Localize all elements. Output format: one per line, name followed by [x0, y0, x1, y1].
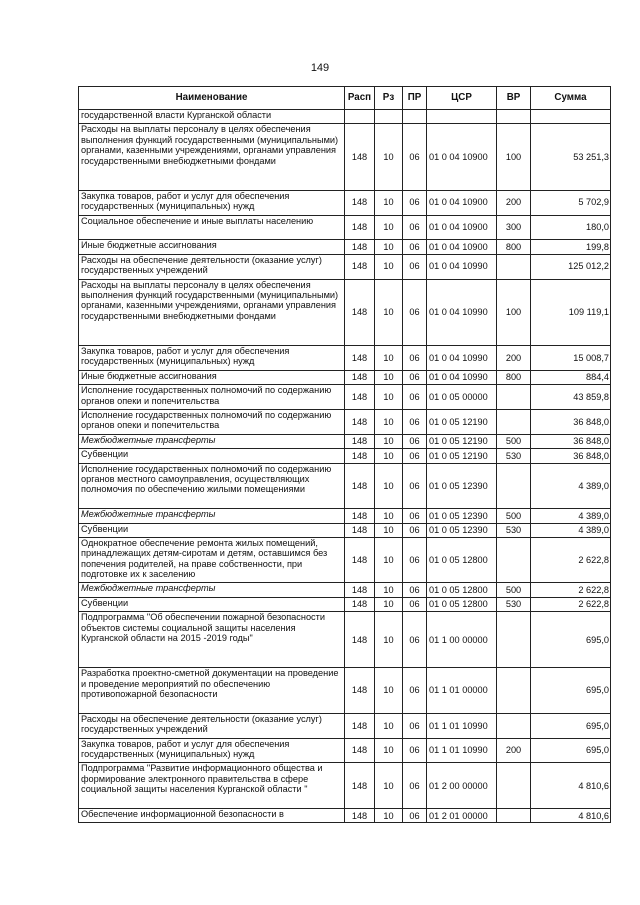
table-row [79, 537, 611, 583]
cell-vr: 100 [497, 279, 531, 345]
cell-pr: 06 [403, 713, 427, 738]
cell-sum: 180,0 [531, 215, 611, 240]
cell-vr: 500 [497, 583, 531, 597]
cell-vr [497, 409, 531, 434]
cell-rz: 10 [375, 409, 403, 434]
cell-vr [497, 612, 531, 668]
header-rz: Рз [375, 87, 403, 110]
cell-vr: 530 [497, 597, 531, 611]
cell-name: Расходы на выплаты персоналу в целях обеспечения выполнения функций государственными (муниципальными) органами, казенными учреждениями, органами управления государственными внебюджетными фондами [79, 124, 345, 190]
cell-sum: 36 848,0 [531, 434, 611, 448]
cell-rasp: 148 [345, 449, 375, 463]
cell-rz: 10 [375, 509, 403, 523]
table-row [79, 240, 611, 254]
cell-sum: 695,0 [531, 668, 611, 714]
cell-name: Межбюджетные трансферты [79, 434, 345, 448]
cell-name: Расходы на обеспечение деятельности (оказание услуг) государственных учреждений [79, 254, 345, 279]
cell-pr: 06 [403, 463, 427, 509]
table-row [79, 434, 611, 448]
cell-csr: 01 1 01 00000 [427, 668, 497, 714]
cell-name: Межбюджетные трансферты [79, 583, 345, 597]
cell-sum: 695,0 [531, 713, 611, 738]
cell-pr: 06 [403, 738, 427, 763]
cell-csr: 01 1 01 10990 [427, 713, 497, 738]
cell-pr: 06 [403, 370, 427, 384]
cell-name: Иные бюджетные ассигнования [79, 370, 345, 384]
cell-rz: 10 [375, 385, 403, 410]
cell-vr [497, 463, 531, 509]
cell-vr: 500 [497, 434, 531, 448]
cell-sum: 15 008,7 [531, 345, 611, 370]
cell-vr [497, 809, 531, 823]
header-name: Наименование [79, 87, 345, 110]
cell-vr [497, 254, 531, 279]
cell-rasp: 148 [345, 254, 375, 279]
cell-rasp: 148 [345, 583, 375, 597]
cell-pr: 06 [403, 612, 427, 668]
cell-vr [497, 110, 531, 124]
cell-rz: 10 [375, 523, 403, 537]
cell-rasp: 148 [345, 537, 375, 583]
cell-rz: 10 [375, 463, 403, 509]
cell-rz: 10 [375, 809, 403, 823]
cell-name: Социальное обеспечение и иные выплаты населению [79, 215, 345, 240]
cell-sum: 36 848,0 [531, 449, 611, 463]
cell-vr: 200 [497, 738, 531, 763]
cell-pr: 06 [403, 597, 427, 611]
cell-rasp: 148 [345, 124, 375, 190]
cell-csr: 01 1 00 00000 [427, 612, 497, 668]
cell-name: Исполнение государственных полномочий по содержанию органов опеки и попечительства [79, 409, 345, 434]
header-csr: ЦСР [427, 87, 497, 110]
cell-rasp: 148 [345, 523, 375, 537]
cell-sum: 4 389,0 [531, 463, 611, 509]
cell-sum: 36 848,0 [531, 409, 611, 434]
cell-rasp: 148 [345, 279, 375, 345]
cell-sum: 2 622,8 [531, 537, 611, 583]
cell-vr [497, 537, 531, 583]
cell-csr: 01 2 00 00000 [427, 763, 497, 809]
cell-name: государственной власти Курганской области [79, 110, 345, 124]
cell-pr: 06 [403, 763, 427, 809]
cell-csr: 01 0 05 12190 [427, 434, 497, 448]
cell-rz: 10 [375, 124, 403, 190]
cell-sum: 109 119,1 [531, 279, 611, 345]
cell-name: Разработка проектно-сметной документации на проведение и проведение мероприятий по обеспечению противопожарной безопасности [79, 668, 345, 714]
cell-rasp: 148 [345, 409, 375, 434]
cell-rz: 10 [375, 597, 403, 611]
cell-rasp: 148 [345, 509, 375, 523]
cell-rz: 10 [375, 583, 403, 597]
cell-name: Исполнение государственных полномочий по содержанию органов опеки и попечительства [79, 385, 345, 410]
cell-pr: 06 [403, 215, 427, 240]
cell-rasp [345, 110, 375, 124]
cell-pr: 06 [403, 124, 427, 190]
cell-rasp: 148 [345, 434, 375, 448]
cell-vr [497, 385, 531, 410]
cell-rz: 10 [375, 279, 403, 345]
cell-rasp: 148 [345, 463, 375, 509]
cell-csr: 01 0 04 10900 [427, 190, 497, 215]
cell-pr: 06 [403, 523, 427, 537]
cell-vr [497, 763, 531, 809]
cell-pr: 06 [403, 345, 427, 370]
cell-name: Исполнение государственных полномочий по содержанию органов местного самоуправления, осуществляющих полномочия по обеспечению жилыми помещениями [79, 463, 345, 509]
table-row [79, 612, 611, 668]
table-row [79, 713, 611, 738]
cell-sum: 884,4 [531, 370, 611, 384]
cell-vr: 530 [497, 449, 531, 463]
cell-rz: 10 [375, 434, 403, 448]
cell-name: Межбюджетные трансферты [79, 509, 345, 523]
cell-name: Обеспечение информационной безопасности в [79, 809, 345, 823]
table-row [79, 763, 611, 809]
cell-rz: 10 [375, 738, 403, 763]
cell-rz: 10 [375, 668, 403, 714]
table-row [79, 409, 611, 434]
cell-vr: 200 [497, 345, 531, 370]
cell-rz: 10 [375, 190, 403, 215]
cell-csr: 01 0 05 00000 [427, 385, 497, 410]
cell-sum: 5 702,9 [531, 190, 611, 215]
table-row [79, 110, 611, 124]
header-rasp: Расп [345, 87, 375, 110]
cell-rz: 10 [375, 215, 403, 240]
cell-vr [497, 713, 531, 738]
cell-name: Закупка товаров, работ и услуг для обеспечения государственных (муниципальных) нужд [79, 738, 345, 763]
header-pr: ПР [403, 87, 427, 110]
cell-csr: 01 0 05 12190 [427, 409, 497, 434]
cell-rasp: 148 [345, 370, 375, 384]
cell-sum: 4 810,6 [531, 763, 611, 809]
cell-rz: 10 [375, 713, 403, 738]
cell-rz: 10 [375, 345, 403, 370]
header-sum: Сумма [531, 87, 611, 110]
cell-rz: 10 [375, 370, 403, 384]
cell-csr: 01 0 04 10990 [427, 345, 497, 370]
cell-csr: 01 0 04 10990 [427, 370, 497, 384]
cell-rasp: 148 [345, 385, 375, 410]
cell-name: Подпрограмма "Развитие информационного общества и формирование электронного правительства в сфере социальной защиты населения Курганской области " [79, 763, 345, 809]
table-row [79, 509, 611, 523]
cell-sum: 2 622,8 [531, 597, 611, 611]
cell-pr: 06 [403, 190, 427, 215]
cell-pr: 06 [403, 254, 427, 279]
cell-sum [531, 110, 611, 124]
cell-csr [427, 110, 497, 124]
cell-pr: 06 [403, 434, 427, 448]
table-row [79, 254, 611, 279]
table-row [79, 597, 611, 611]
cell-rz: 10 [375, 537, 403, 583]
cell-rasp: 148 [345, 612, 375, 668]
cell-csr: 01 2 01 00000 [427, 809, 497, 823]
cell-rz: 10 [375, 449, 403, 463]
cell-sum: 199,8 [531, 240, 611, 254]
cell-name: Расходы на обеспечение деятельности (оказание услуг) государственных учреждений [79, 713, 345, 738]
cell-csr: 01 0 04 10900 [427, 124, 497, 190]
cell-pr: 06 [403, 583, 427, 597]
cell-csr: 01 0 05 12800 [427, 597, 497, 611]
cell-name: Подпрограмма "Об обеспечении пожарной безопасности объектов системы социальной защиты населения Курганской области на 2015 -2019 годы" [79, 612, 345, 668]
cell-csr: 01 0 05 12800 [427, 537, 497, 583]
cell-rasp: 148 [345, 763, 375, 809]
cell-name: Субвенции [79, 597, 345, 611]
cell-name: Субвенции [79, 449, 345, 463]
table-row [79, 190, 611, 215]
table-row [79, 215, 611, 240]
cell-vr: 100 [497, 124, 531, 190]
table-row [79, 583, 611, 597]
table-row [79, 449, 611, 463]
cell-pr: 06 [403, 409, 427, 434]
cell-pr: 06 [403, 279, 427, 345]
table-row [79, 738, 611, 763]
cell-vr: 800 [497, 240, 531, 254]
table-row [79, 279, 611, 345]
cell-rasp: 148 [345, 668, 375, 714]
cell-name: Иные бюджетные ассигнования [79, 240, 345, 254]
cell-rasp: 148 [345, 597, 375, 611]
cell-sum: 53 251,3 [531, 124, 611, 190]
header-vr: ВР [497, 87, 531, 110]
cell-rz: 10 [375, 240, 403, 254]
table-row [79, 370, 611, 384]
cell-sum: 2 622,8 [531, 583, 611, 597]
cell-pr: 06 [403, 385, 427, 410]
table-row [79, 345, 611, 370]
cell-sum: 4 389,0 [531, 509, 611, 523]
cell-sum: 695,0 [531, 738, 611, 763]
cell-sum: 695,0 [531, 612, 611, 668]
cell-name: Закупка товаров, работ и услуг для обеспечения государственных (муниципальных) нужд [79, 190, 345, 215]
table-row [79, 124, 611, 190]
cell-rz: 10 [375, 254, 403, 279]
cell-vr: 800 [497, 370, 531, 384]
cell-sum: 4 810,6 [531, 809, 611, 823]
table-row [79, 463, 611, 509]
table-row [79, 523, 611, 537]
cell-csr: 01 0 05 12390 [427, 463, 497, 509]
cell-rasp: 148 [345, 190, 375, 215]
table-header-row [79, 87, 611, 110]
cell-sum: 43 859,8 [531, 385, 611, 410]
cell-csr: 01 0 04 10990 [427, 279, 497, 345]
cell-sum: 4 389,0 [531, 523, 611, 537]
cell-pr: 06 [403, 240, 427, 254]
cell-csr: 01 0 05 12190 [427, 449, 497, 463]
cell-csr: 01 0 04 10900 [427, 215, 497, 240]
table-row [79, 809, 611, 823]
cell-pr [403, 110, 427, 124]
cell-rasp: 148 [345, 240, 375, 254]
cell-rz: 10 [375, 763, 403, 809]
cell-pr: 06 [403, 449, 427, 463]
cell-rz: 10 [375, 612, 403, 668]
cell-pr: 06 [403, 509, 427, 523]
cell-rasp: 148 [345, 345, 375, 370]
cell-vr: 500 [497, 509, 531, 523]
cell-name: Закупка товаров, работ и услуг для обеспечения государственных (муниципальных) нужд [79, 345, 345, 370]
table-row [79, 385, 611, 410]
cell-csr: 01 0 05 12390 [427, 523, 497, 537]
cell-name: Однократное обеспечение ремонта жилых помещений, принадлежащих детям-сиротам и детям, оставшимся без попечения родителей, на праве собственности, при подготовке их к заселению [79, 537, 345, 583]
cell-rz [375, 110, 403, 124]
cell-vr: 200 [497, 190, 531, 215]
cell-name: Расходы на выплаты персоналу в целях обеспечения выполнения функций государственными (муниципальными) органами, казенными учреждениями, органами управления государственными внебюджетными фондами [79, 279, 345, 345]
cell-sum: 125 012,2 [531, 254, 611, 279]
cell-rasp: 148 [345, 809, 375, 823]
table-body [79, 110, 611, 823]
cell-pr: 06 [403, 668, 427, 714]
cell-rasp: 148 [345, 738, 375, 763]
cell-vr: 300 [497, 215, 531, 240]
cell-rasp: 148 [345, 713, 375, 738]
cell-csr: 01 0 05 12390 [427, 509, 497, 523]
cell-vr [497, 668, 531, 714]
table-row [79, 668, 611, 714]
cell-rasp: 148 [345, 215, 375, 240]
cell-csr: 01 0 04 10990 [427, 254, 497, 279]
budget-table [78, 86, 611, 823]
cell-csr: 01 0 04 10900 [427, 240, 497, 254]
cell-csr: 01 1 01 10990 [427, 738, 497, 763]
cell-pr: 06 [403, 537, 427, 583]
page-number: 149 [310, 62, 330, 74]
cell-vr: 530 [497, 523, 531, 537]
cell-name: Субвенции [79, 523, 345, 537]
cell-csr: 01 0 05 12800 [427, 583, 497, 597]
cell-pr: 06 [403, 809, 427, 823]
